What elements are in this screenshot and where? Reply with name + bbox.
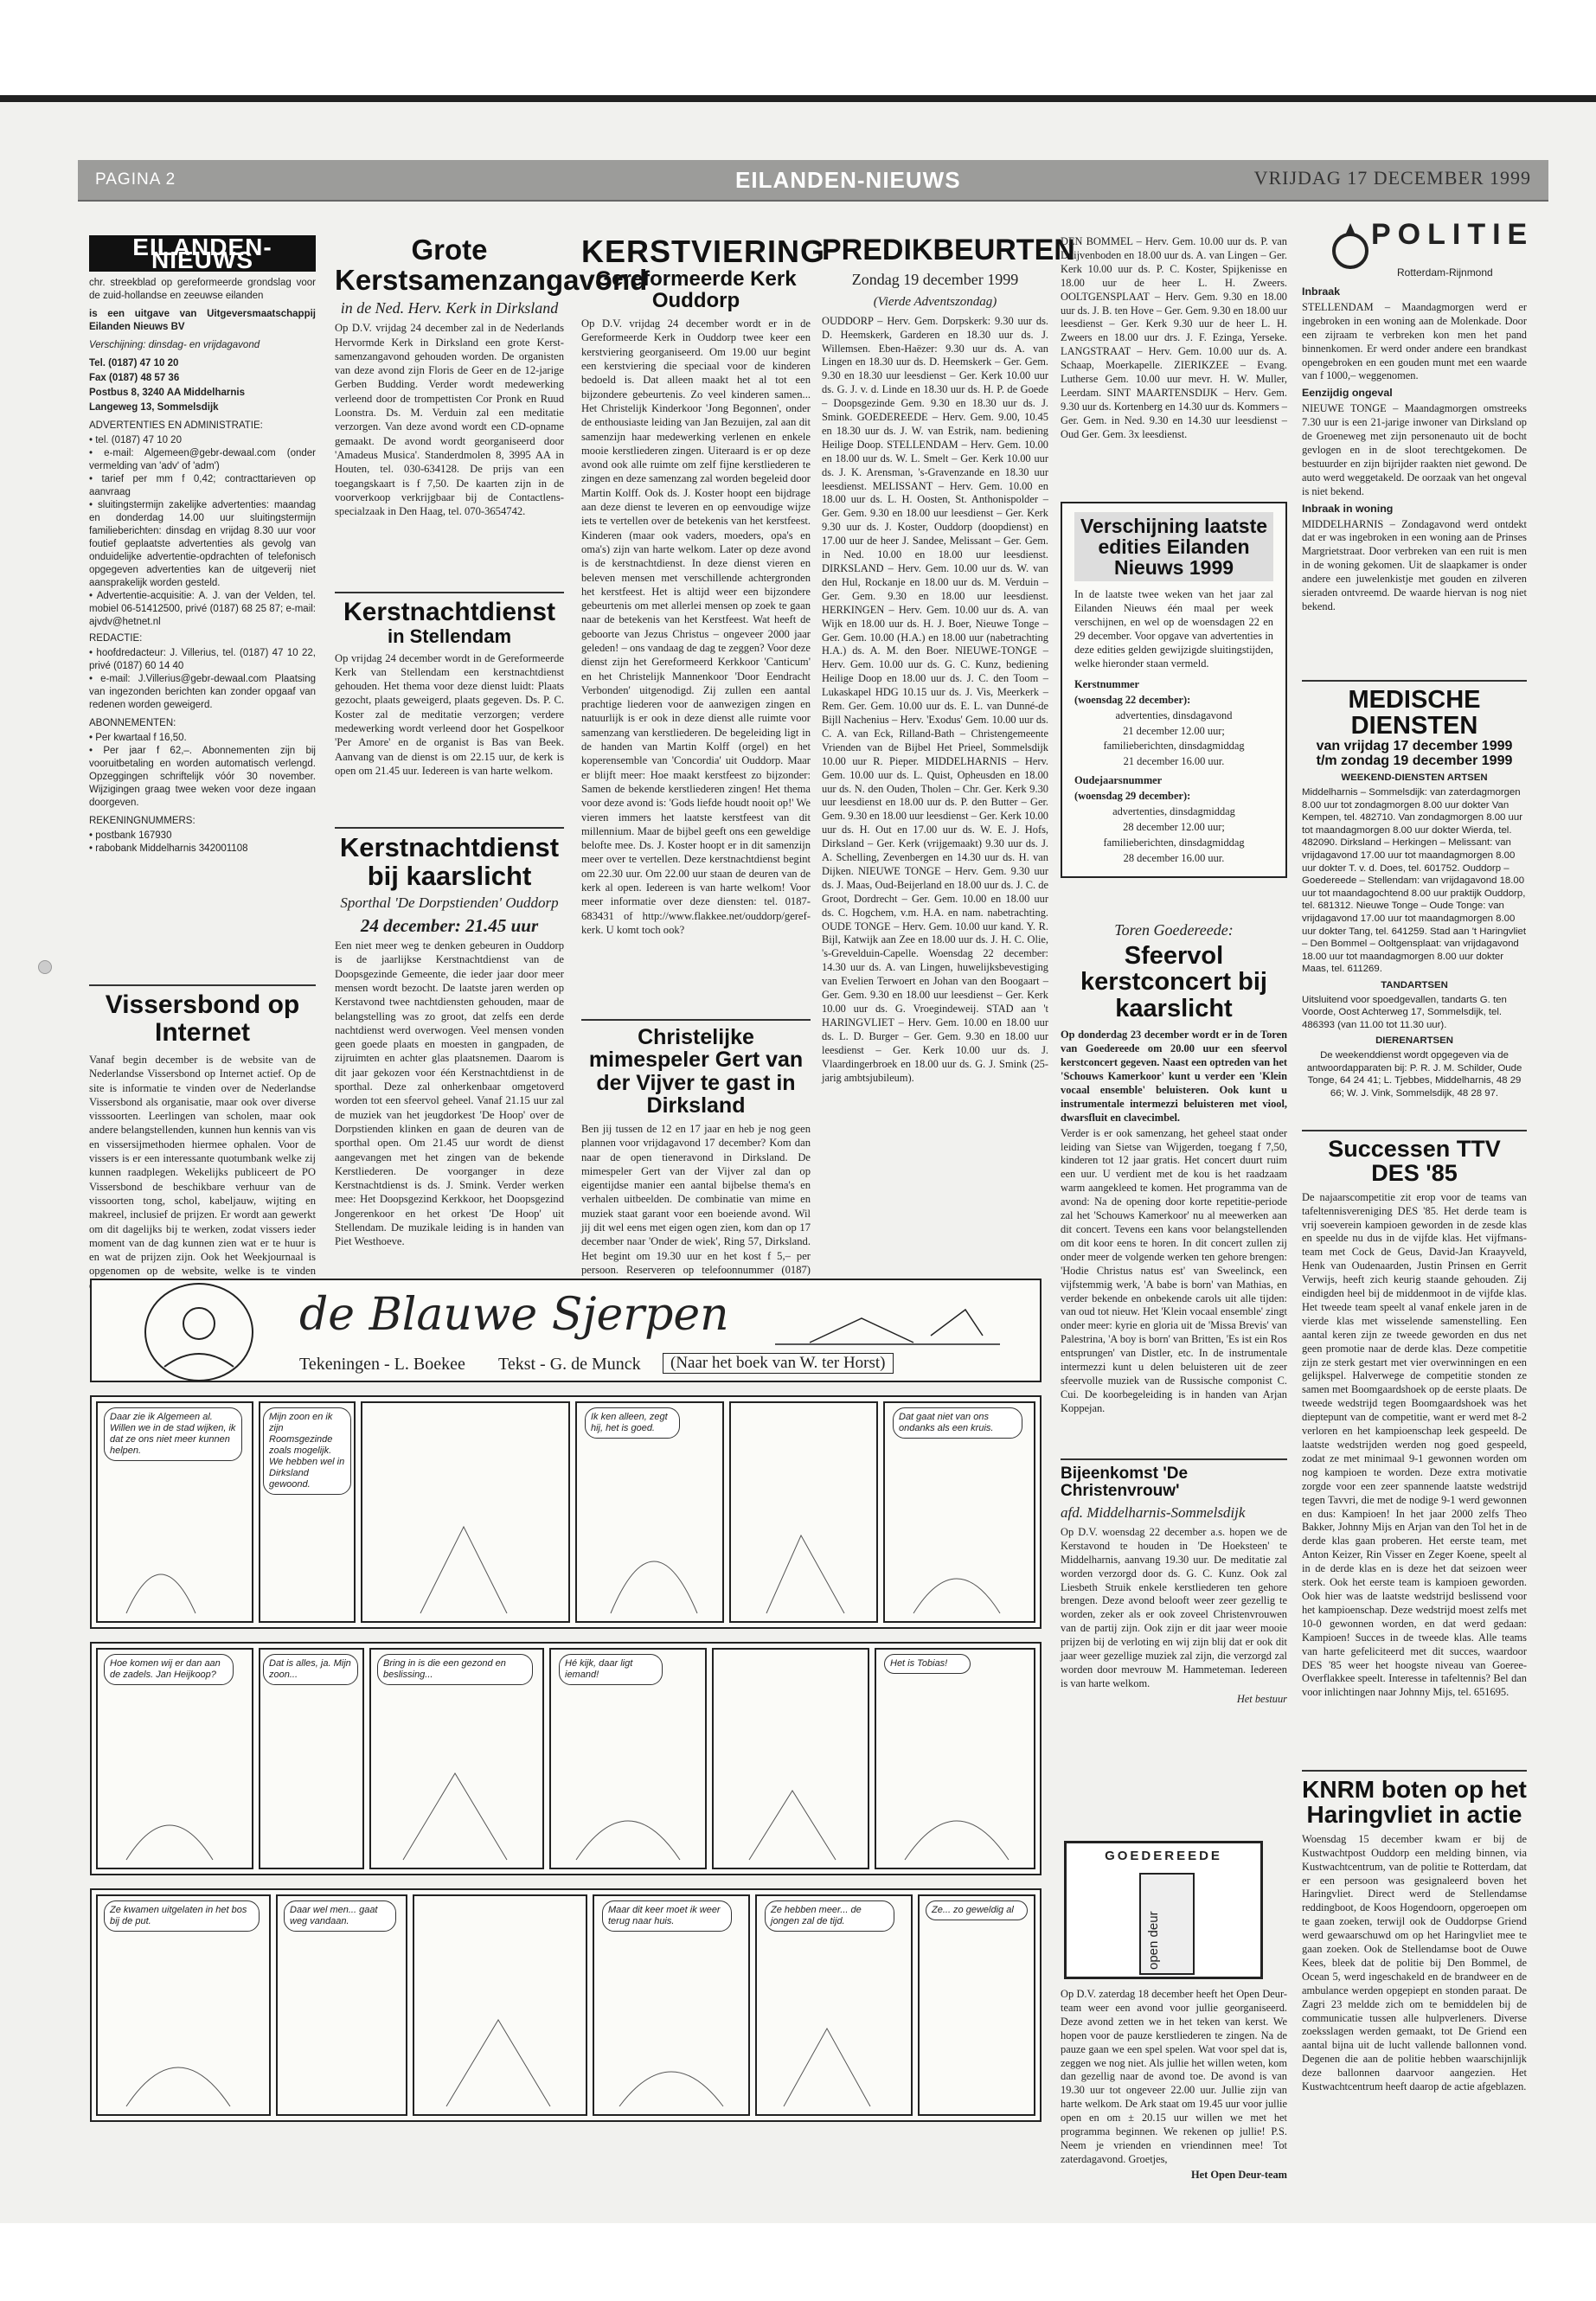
oudejaar-line: advertenties, dinsdagmiddag xyxy=(1112,805,1235,818)
article-kerstsamenzang xyxy=(335,234,648,520)
kerstnummer-line: familieberichten, dinsdagmiddag xyxy=(1103,740,1245,753)
oudejaar-line: familieberichten, dinsdagmiddag xyxy=(1103,836,1245,849)
kerstnummer-sub: (woensdag 22 december): xyxy=(1074,693,1191,706)
body: De najaarscompetitie zit erop voor de teams van tafeltennisvereniging DES '85. Het derde team is vrij soeverein kampioen geworden in de zesde klas en speelde nu dus in de vijfde klas. Het vijfmans-team met Cock de Geus, David-Jan Kraayveld, Henk van Oudenaarden, Justin Prinsen en Gerrit Verwijs, heeft zich keurig staande gehouden. Zij eindigden heel bij de middenmoot in de vijfde klas. Het tweede team speelt al vanaf enkele jaren in de vierde klas met wisselende samenstelling. Een aantal keren zijn ze tweede geworden en dus net geen promotie naar de derde klas. Deze competitie zijn ze sterk gestart met vier overwinningen en een gelijkspel. Halverwege de competitie stonden ze samen met Boomgaardshoek op de eerste plaats. De tweede wedstrijd tegen Boomgaardshoek was het dieptepunt van de competitie, want er werd met 8-2 verloren en het kampioenschap leek gespeeld. De laatste wedstrijden werden nog goed gespeeld, zodat ze met minimaal 9-1 gewonnen worden om nog kampioen te worden. Deze extra motivatie zorgde voor een zeer spannende laatste wedstrijd tegen Tavvri, die met de nodige 9-1 werd gewonnen en dus: Kampioen! In het jaar 2000 zelfs Theo Bakker, Johnny Mijs en Arjan van den Tol het in de derde klas gaan proberen. Het eerste team, met Anton Keizer, Rin Visser en Zeger Koene, speelt al in de derde klas en is deze het dat seizoen weer sterk. Ook het eerste team is kampioen geworden. Ook hier was de laatste wedstrijd beslissend voor het kampioenschap. Deze wedstrijd moest zelfs met 10-0 gewonnen worden, en dat werd gedaan: Kampioen! Succes in de tweede klas. Alle teams van harte gefeliciteerd met dit succes, waardoor DES '85 weer het hoogste niveau van Goeree-Overflakkee speelt. Interesse in tafeltennis? Bel dan voor inlichtingen naar Johnny Mijs, tel. 651695. xyxy=(1302,1190,1527,1699)
headline: Bijeenkomst 'De Christenvrouw' xyxy=(1061,1465,1189,1500)
speech-bubble: Maar dit keer moet ik weer terug naar huis. xyxy=(602,1900,732,1932)
service-sub: (Vierde Adventszondag) xyxy=(873,294,997,309)
article-mimespeler xyxy=(581,1014,811,1293)
colophon-publisher: is een uitgave van Uitgeversmaatschappij Eilanden Nieuws BV xyxy=(89,309,316,332)
article-christenvrouw xyxy=(1061,1453,1287,1708)
comic-strip-2 xyxy=(90,1642,1042,1875)
item-body: STELLENDAM – Maandagmorgen werd er ingebroken in een woning aan de Molenkade. Door een zijraam te verbreken kon men het pand binnenkomen. Er werd onder andere een brandkast opengebroken en een gouden munt met een waarde van f 1000,– weggenomen. xyxy=(1302,300,1527,382)
headline: KNRM boten op het Haringvliet in actie xyxy=(1302,1776,1527,1829)
kerstnummer-line: 21 december 12.00 uur; xyxy=(1123,724,1225,737)
ads-heading: ADVERTENTIES EN ADMINISTRATIE: xyxy=(89,420,263,431)
body: Vanaf begin december is de website van de Nederlandse Vissersbond op Internet actief. Op de site is informatie te vinden over de Nederlandse Vissersbond als organisatie, maar ook over diverse visssoorten. Leerlingen van scholen, maar ook andere belangstellenden, kunnen hun kennis van vis en vissersijmethoden hiermee ophalen. Voor de vissers is er een interessante quotumbank welke zij kunnen raadplegen. Wekelijks publiceert de PO Vissersbond de beschikbare verhuur van de vissoorten tong, schol, kabeljauw, wijting en makreel, inclusief de prijzen. Er wordt aan gewerkt om dit dagelijks bij te werken, zodat vissers ieder moment van de dag kunnen zien wat er te huur is en wat de prijzen zijn. Ook het Weekjournaal is opgenomen op de website, welke is te vinden xyxy=(89,1054,316,1278)
politie-logo xyxy=(1302,216,1535,285)
politie-wordmark: POLITIE xyxy=(1371,218,1535,251)
politie-region: Rotterdam-Rijnmond xyxy=(1397,266,1493,279)
body: Op D.V. vrijdag 24 december zal in de Nederlands Hervormde Kerk in Dirksland een grote Kerst-samenzangavond gehouden worden. De organisten van deze avond zijn Floris de Geer en de 12-jarige Gerben Budding. Verder wordt medewerking verleend door de trompettisten Cor Pronk en Ruud Loonstra. Ds. M. Verduin zal een meditatie verzorgen. Van deze avond wordt een CD-opname gemaakt. De avond wordt georganiseerd door 'Amadeus Musica'. Standerdmolen 8, 3995 AA in Houten, tel. 030-634128. De prijs van een toegangskaart is f 7,50. De kaarten zijn in de voorverkoop verkrijgbaar bij de Contactlens-specialzaak in Den Haag, tel. 070-3654742. xyxy=(335,322,564,518)
colophon-address: Langeweg 13, Sommelsdijk xyxy=(89,402,219,413)
page-number: PAGINA 2 xyxy=(95,170,176,189)
subhead: in Stellendam xyxy=(387,625,512,647)
signature: Het bestuur xyxy=(1236,1692,1287,1705)
masthead: EILANDEN-NIEUWS xyxy=(735,167,961,193)
article-kaarslicht xyxy=(335,822,564,1251)
section-heading: TANDARTSEN xyxy=(1381,979,1448,990)
body: Verder is er ook samenzang, het geheel staat onder leiding van Sietse van Wijgerden, toegang f 7,50, kinderen tot 12 jaar gratis. Het concert duurt ruim een uur. U verdient met de kou is het raadzaam warm aangekleed te komen. Het programma van de avond: Na de opening door korte repetitie-periode zal het 'Schouws Kamerkoor' nu al meewerken aan dit concert. Tevens een kans voor belangstellenden om dit koor eens te horen. In dit concert zullen zij onder meer de volgende werken ten gehore brengen: 'Hodie Christus natus est' van Sweelinck, een vijfstemmig werk, 'A babe is born' van Mathias, en verder bekende en onbekende carols uit alle tijden: van oud tot nieuw. Het 'Klein vocaal ensemble' zingt onder meer: kyrie en gloria uit de 'Missa Brevis' van Palestrina, 'A boy is born' van Britten, 'Es ist ein Ros entsprungen' van Distler, etc. In de instrumentale intermezzi kunt u delen beluisteren uit de zeer sfeervolle muziek van de Russische componist C. Cui. De koorbegeleiding is in handen van Arjan Koppejan. xyxy=(1061,1126,1287,1414)
comic-credit-source: (Naar het boek van W. ter Horst) xyxy=(663,1353,894,1374)
subhead: Gereformeerde Kerk xyxy=(595,266,797,291)
colophon-schedule: Verschijning: dinsdag- en vrijdagavond xyxy=(89,340,260,350)
ads-list xyxy=(89,434,316,629)
comic-strip-1 xyxy=(90,1395,1042,1629)
colophon xyxy=(89,235,316,856)
body: Op D.V. vrijdag 24 december wordt er in de Gereformeerde Kerk in Ouddorp twee keer een kerstviering georganiseerd. Om 19.00 uur begint een kerstviering die speciaal voor de kinderen bedoeld is. Dat alleen maakt het al tot een bijzondere gebeurtenis. Zo veel kinderen samen... Het Christelijk Kinderkoor 'Jong Begonnen', onder de enthousiaste leiding van Jan Bezuijen, zal aan dit samenzijn haar medewerking verlenen en enkele mooie kerstliederen zingen. Uiteraard is er op deze avond ook alle ruimte om zelf fijne kerstliederen te zingen en deze samenzang zal worden begeleid door Martin Kolff. Ook ds. J. Koster hoopt een bijdrage aan deze dienst te leveren en op eenvoudige wijze iets te vertellen over de betekenis van het kerstfeest. Kinderen (maar ook vaders, moeders, opa's en oma's) zijn van harte welkom. Later op deze avond is de kerstnachtdienst. In deze dienst vieren en beleven mensen met verschillende achtergronden het kerstfeest. Het is altijd weer een bijzondere gebeurtenis om met allerlei mensen op zoek te gaan naar de betekenis van het Kerstfeest. Wat heeft de geboorte van Jezus Christus – ongeveer 2000 jaar geleden! – ons vandaag de dag te zeggen? Voor deze dienst zijn het Gereformeerd Kerkkoor 'Canticum' en het Christelijk Mannenkoor 'Door Eendracht Verbonden' uitgenodigd. Zij zullen een aantal prachtige liederen voor de aanwezigen zingen en natuurlijk is er ook in deze dienst alle ruimte voor samenzang van kerstliederen. De begeleiding ligt in de handen van Martin Kolff (orgel) en het koperensemble van 'Concordia' uit Ouddorp. Maar er blijft meer: Hoe maakt kerstfeest zo bijzonder: Samen de bekende kerstliederen zingen! Het thema voor deze avond is: 'Gods liefde houdt nooit op!' We vieren immers het laatste kerstfeest van dit millennium. Maar de bijbel geeft ons een geweldige belofte mee. Ds. J. Koster hoopt er in dit samenzijn meer over te vertellen. Deze kerstnachtdienst begint om 22.30 uur. Om 22.00 uur staan de deuren van de kerk al open. Iedereen is van harte welkom! Voor meer informatie over deze diensten: tel. 0187-683431 of http://www.flakkee.net/ouddorp/geref-kerk. U komt toch ook? xyxy=(581,317,811,936)
oudejaar-line: 28 december 12.00 uur; xyxy=(1123,821,1225,834)
speech-bubble: Ze hebben meer... de jongen zal de tijd. xyxy=(765,1900,894,1932)
speech-bubble: Dat is alles, ja. Mijn zoon... xyxy=(263,1654,358,1685)
body: Een niet meer weg te denken gebeuren in Ouddorp is de jaarlijkse Kerstnachtdienst van de Doopsgezinde Gemeente, die ieder jaar door meer mensen wordt bezocht. De laatste jaren werden op Kerstavond twee nachtdiensten gehouden, maar de belangstelling was zo groot, dat zelfs een derde nachtdienst werd overwogen. Veel mensen vonden geen goede plaats en moesten in gangpaden, de zijruimten en achter glas plaatsnemen. Daarom is dit jaar gekozen voor één Kerstnachtdienst in de sporthal. Deze zal onherkenbaar omgetoverd worden tot een sfeervol geheel. Vanaf 21.15 uur zal de muziek van het jeugdorkest 'De Hoop' over de Dorpstienden klinken en gaan de deuren van de sporthal open. Om 21.45 uur wordt de dienst aangevangen met het zingen van de bekende Kerstliederen. De voorganger in deze Kerstnachtdienst is ds. J. Smink. Verder werken mee: Het Doopsgezind Kerkkoor, het Doopsgezind Jongerenkoor en het orkest 'De Hoop' uit Stellendam. De muzikale leiding is in handen van Piet Westhoeve. xyxy=(335,939,564,1248)
headline: Christelijke mimespeler Gert van der Vijver te gast in Dirksland xyxy=(588,1025,804,1118)
ads-item: • sluitingstermijn zakelijke advertenties: maandag en donderdag 14.00 uur sluitingstermijn familieberichten: dinsdag en vrijdag 8.30 uur voor foutief geplaatste advertenties als gevolg van onduidelijke advertentie-opdrachten of telefonisch opgegeven advertenties kan de uitgeverij niet aansprakelijk worden gesteld. xyxy=(89,499,316,590)
kerstnummer-line: advertenties, dinsdagavond xyxy=(1115,708,1233,721)
colophon-logo: EILANDEN-NIEUWS xyxy=(89,235,316,272)
subhead: afd. Middelharnis-Sommelsdijk xyxy=(1061,1503,1246,1521)
divider xyxy=(335,827,564,829)
colophon-tagline: chr. streekblad op gereformeerde grondslag voor de zuid-hollandse en zeeuwse eilanden xyxy=(89,278,316,301)
headline: Successen TTV DES '85 xyxy=(1328,1136,1501,1187)
headline: Vissersbond op Internet xyxy=(105,990,300,1047)
abo-item: • Per kwartaal f 16,50. xyxy=(89,732,316,745)
item-heading: Eenzijdig ongeval xyxy=(1302,387,1393,400)
ads-item: • tel. (0187) 47 10 20 xyxy=(89,434,316,447)
body: In de laatste twee weken van het jaar zal Eilanden Nieuws één maal per week verschijnen, en wel op de woensdagen 22 en 29 december. Voor opgave van advertenties in deze edities gelden gewijzigde sluitingstijden, welke hieronder staan vermeld. xyxy=(1074,588,1273,670)
abo-list xyxy=(89,732,316,810)
oudejaar-sub: (woensdag 29 december): xyxy=(1074,790,1191,803)
event-time: 24 december: 21.45 uur xyxy=(360,915,539,937)
body: OUDDORP – Herv. Gem. Dorpskerk: 9.30 uur ds. D. Heemskerk, Garderen en 18.30 uur ds. J. Willemsen. Eben-Haëzer: 9.30 uur ds. A. van Lingen en 18.30 uur ds. D. Heemskerk – Ger. Gem. 9.30 en 18.30 uur leesdienst – Ger. Kerk 10.00 uur ds. G. J. v. d. Linde en 18.30 uur ds. H. P. de Goede – Doopsgezinde Gem. 9.30 en 18.30 uur ds. J. Smink. GOEDEREEDE – Herv. Gem. 9.00, 10.45 en 18.30 uur ds. J. W. van Estrik, nam. bediening Heilige Doop. STELLENDAM – Herv. Gem. 10.00 en 18.00 uur ds. W. L. Smelt – Ger. Kerk 10.00 uur ds. J. K. Arensman, 's-Gravenzande en 18.30 uur leesdienst. MELISSANT – Herv. Gem. 10.00 en 18.00 uur ds. L. H. Oosten, St. Anthonispolder – Ger. Gem. 9.30 en 18.00 uur leesdienst – Ger. Kerk 9.30 uur ds. J. Koster, Ouddorp (doopdienst) en 17.00 uur de heer J. Sandee, Melissant – Ger. Gem. in Ned. 10.00 en 18.00 uur leesdienst. DIRKSLAND – Herv. Gem. 10.00 uur ds. W. van den Hul, Rockanje en 18.00 uur ds. M. Verduin – Ger. Gem. 9.30 en 18.00 uur leesdienst. HERKINGEN – Herv. Gem. 10.00 uur ds. A. van Wijk en 18.00 uur ds. H. J. Boer, Nieuwe Tonge – Ger. Gem. 10.00 (H.A.) en 18.00 uur (nabetrachting H.A.) ds. A. M. den Boer. NIEUWE-TONGE – Herv. Gem. 10.00 uur ds. G. C. Kunz, bediening Heilige Doop en 18.00 uur ds. J. C. den Toom – Lukaskapel HDG 10.15 uur ds. J. Vis, Meerkerk – Rem. Ger. Gem. 10.00 uur ds. E. L. van Dunné-de Bijll Nachenius – Herv. 'Exodus' Gem. 10.00 uur ds. C. A. van Eck, Rilland-Bath – Christengemeente Vrienden van de Bijbel Het Prieel, Sommelsdijk 10.00 uur R. Pieper. MIDDELHARNIS – Herv. Gem. 10.00 uur ds. L. Quist, Opheusden en 18.00 uur ds. N. den Ouden, Tholen – Chr. Ger. Kerk 9.30 uur leesdienst en 18.00 uur ds. P. den Butter – Ger. Gem. 9.30 en 18.00 uur leesdienst – Ger. Kerk 10.00 uur ds. H. Out en 17.00 uur ds. W. E. J. Hofs, Dirksland – Ger. Kerk (vrijgemaakt) 9.30 uur ds. J. A. Schelling, Zevenbergen en 14.30 uur ds. H. van Dijken. NIEUWE TONGE – Herv. Gem. 9.30 uur ds. J. Maas, Oud-Beijerland en 18.00 uur ds. J. C. de Groot, Dordrecht – Ger. Gem. 10.00 en 18.00 uur ds. C. Hogchem, v.m. H.A. en nam. nabetrachting. OUDE TONGE – Herv. Gem. 10.00 uur kand. Y. R. Bijl, Katwijk aan Zee en 18.00 uur ds. J. H. C. Olie, 's-Grevelduin-Capelle. Woensdag 22 december: 14.30 uur ds. A. van Lingen, huwelijksbevestiging van Evelien Terwoert en Johan van den Boogaart – Ger. Gem. 9.30 en 18.00 uur leesdienst – Ger. Kerk 10.00 uur ds. G. Vroegindeweij. STAD aan 't HARINGVLIET – Herv. Gem. 10.00 en 18.00 uur ds. L. D. Burger – Ger. Gem. 9.30 en 18.00 uur leesdienst – Ger. Kerk 10.00 uur ds. J. Vlaardingerbroek en 18.00 uur ds. G. J. Smink (25-jarig ambtsjubileum). xyxy=(822,314,1048,1084)
redactie-item: • e-mail: J.Villerius@gebr-dewaal.com Plaatsing van ingezonden berichten kan zonder opgaaf van redenen worden geweigerd. xyxy=(89,673,316,712)
speech-bubble: Het is Tobias! xyxy=(884,1654,971,1674)
article-knrm xyxy=(1302,1765,1527,2096)
divider xyxy=(335,592,564,593)
ads-item: • tarief per mm f 0,42; contracttarieven op aanvraag xyxy=(89,473,316,499)
headline: Grote Kerstsamenzangavond xyxy=(335,234,648,296)
speech-bubble: Ze... zo geweldig al xyxy=(926,1900,1028,1920)
headline: Verschijning laatste edities Eilanden Nieuws 1999 xyxy=(1074,512,1273,581)
kerstnummer-line: 21 december 16.00 uur. xyxy=(1123,755,1225,768)
box-verschijning xyxy=(1061,502,1287,878)
speech-bubble: Bring in is die een gezond en beslissing... xyxy=(377,1654,533,1685)
divider xyxy=(1061,1458,1287,1460)
redactie-list xyxy=(89,647,316,712)
kicker: Toren Goedereede: xyxy=(1114,921,1234,939)
headline: Kerstnachtdienst bij kaarslicht xyxy=(339,832,560,891)
colophon-postbus: Postbus 8, 3240 AA Middelharnis xyxy=(89,388,246,398)
kerstnummer-head: Kerstnummer xyxy=(1074,677,1140,690)
speech-bubble: Mijn zoon en ik zijn Roomsgezinde zoals mogelijk. We hebben wel in Dirksland gewoond. xyxy=(263,1407,351,1495)
door-icon xyxy=(1139,1873,1195,1975)
headline: MEDISCHE DIENSTEN xyxy=(1348,686,1481,740)
signature: Het Open Deur-team xyxy=(1190,2168,1287,2181)
comic-de-blauwe-sjerpen xyxy=(90,1279,1042,2161)
page-header xyxy=(78,160,1548,202)
body: Op D.V. woensdag 22 december a.s. hopen we de Kerstavond te houden in 'De Hoeksteen' te Middelharnis, aanvang 19.30 uur. De meditatie zal worden verzorgd door ds. G. C. Kunz. Ook zal Liesbeth Struik enkele kerstliederen ten gehore brengen. Deze avond belooft weer zeer gezellig te worden, zeker als er ook zoveel Christenvrouwen van de partij zijn. Ook zijn er dit jaar weer mooie prijzen bij de verloting en wij zijn blij dat er ook dit jaar weer gezellige muziek zal zijn, die verzorgd zal worden door mevrouw M. Hammeteman. Iedereen is van harte welkom. xyxy=(1061,1525,1287,1689)
binder-hole xyxy=(38,960,52,974)
headline: Sfeervol kerstconcert bij kaarslicht xyxy=(1080,942,1267,1022)
ads-item: • e-mail: Algemeen@gebr-dewaal.com (onder vermelding van 'adv' of 'adm') xyxy=(89,447,316,473)
subhead: in de Ned. Herv. Kerk in Dirksland xyxy=(340,299,559,317)
speech-bubble: Ik ken alleen, zegt hij, het is goed. xyxy=(585,1407,680,1439)
section-body: Middelharnis – Sommelsdijk: van zaterdagmorgen 8.00 uur tot zondagmorgen 8.00 uur dokter Van Kempen, tel. 482710. Van zondagmorgen 8.00 uur tot maandagmorgen 8.00 uur dokter Wierda, tel. 482090. Dirksland – Herkingen – Melissant: van vrijdagavond 17.00 uur tot maandagmorgen 8.00 uur dokter T. v. d. Does, tel. 601752. Ouddorp – Goedereede – Stellendam: van vrijdagavond 18.00 uur tot maandagochtend 8.00 uur praktijk Ouddorp, tel. 681312. Nieuwe Tonge – Oude Tonge: van vrijdagavond 17.00 uur tot maandagmorgen 8.00 uur dokter Tang, tel. 641259. Stad aan 't Haringvliet – Den Bommel – Ooltgensplaat: van vrijdagavond 18.00 uur tot maandagmorgen 8.00 uur dokter Maas, tel. 611269. xyxy=(1302,787,1527,975)
headline: KERSTVIERING xyxy=(581,234,826,269)
comic-boat-drawing-icon xyxy=(758,1284,1017,1353)
article-medische-diensten xyxy=(1302,675,1527,1101)
subhead-place: Ouddorp xyxy=(651,288,740,312)
oudejaar-line: 28 december 16.00 uur. xyxy=(1123,851,1225,864)
article-sfeervol xyxy=(1061,917,1287,1418)
article-open-deur xyxy=(1061,1988,1287,2184)
article-ttv xyxy=(1302,1125,1527,1702)
item-body: MIDDELHARNIS – Zondagavond werd ontdekt dat er was ingebroken in een woning aan de Prinses Margrietstraat. Door verbreken van een ruit is men in de woning gekomen. Uit de slaapkamer is onder andere een juwelenkistje met gouden en zilveren sieraden ontvreemd. De waarde hiervan is nog niet bekend. xyxy=(1302,517,1527,612)
comic-credit-text: Tekst - G. de Munck xyxy=(498,1355,641,1374)
comic-portrait-icon xyxy=(95,1280,303,1382)
redactie-heading: REDACTIE: xyxy=(89,633,143,644)
headline: Kerstnachtdienst xyxy=(343,598,556,626)
body: DEN BOMMEL – Herv. Gem. 10.00 uur ds. P. van Duijvenboden en 18.00 uur ds. A. van Lingen – Ger. Kerk 10.00 uur ds. P. C. Koster, Spijkenisse en 18.00 uur de heer L. H. Zweers. OOLTGENSPLAAT – Herv. Gem. 9.30 en 18.00 uur ds. J. B. ten Hove – Ger. Gem. 9.30 en 18.00 uur leesdienst – Ger. Kerk 9.30 uur de heer L. H. Zweers en 18.00 uur drs. J. F. Ezinga, Yerseke. LANGSTRAAT – Herv. Gem. 10.00 uur ds. A. Schaap, Moerkapelle. ZIERIKZEE – Evang. Lutherse Gem. 10.00 uur mevr. H. W. Muller, Leerdam. SINT MAARTENSDIJK – Herv. Gem. 9.30 uur ds. Kortenberg en 14.30 uur ds. Kommers – Ger. Gem. in Ned. 9.30 en 14.30 uur leesdienst – Oud Ger. Gem. 3x leesdienst. xyxy=(1061,235,1287,440)
headline: PREDIKBEURTEN xyxy=(822,234,1075,266)
speech-bubble: Hé kijk, daar ligt iemand! xyxy=(559,1654,663,1685)
divider xyxy=(1302,680,1527,682)
open-deur-logo xyxy=(1064,1841,1263,1979)
colophon-fax: Fax (0187) 48 57 36 xyxy=(89,373,180,383)
article-predikbeurten xyxy=(822,234,1075,1086)
rek-list xyxy=(89,830,316,856)
lead: Op donderdag 23 december wordt er in de Toren van Goedereede om 20.00 uur een sfeervol kerstconcert gegeven. Naast een optreden van het 'Schouws Kamerkoor' kunt u verder een 'Klein vocaal ensemble' beluisteren. Ook kunt u instrumentale intermezzi beluisteren met viool, dwarsfluit en clavecimbel. xyxy=(1061,1029,1287,1124)
speech-bubble: Ze kwamen uitgelaten in het bos bij de put. xyxy=(104,1900,260,1932)
divider xyxy=(581,1019,811,1021)
article-politie xyxy=(1302,216,1535,616)
abo-heading: ABONNEMENTEN: xyxy=(89,718,176,728)
service-date: Zondag 19 december 1999 xyxy=(851,270,1019,288)
abo-item: • Per jaar f 62,–. Abonnementen zijn bij vooruitbetaling en worden automatisch verlengd. Opzeggingen schriftelijk vóór 30 november. Wijzigingen graag twee weken voor deze ingaan doorgeven. xyxy=(89,745,316,810)
door-label: open deur xyxy=(1146,1911,1161,1970)
body: Ben jij tussen de 12 en 17 jaar en heb je nog geen plannen voor vrijdagavond 17 december? Kom dan naar de open tieneravond in Dirksland. De mimespeler Gert van der Vijver zal dan op eigentijdse manier een aantal bijbelse thema's en verhalen uitbeelden. De combinatie van mime en muziek staat garant voor een boeiende avond. Wil jij dit wel eens met eigen ogen zien, kom dan op 17 december naar 'Onder de wiek', Ring 57, Dirksland. Het begint om 19.30 uur en het kost f 5,– per persoon. Reserveren op telefoonnummer (0187) xyxy=(581,1123,811,1276)
speech-bubble: Daar zie ik Algemeen al. Willen we in de stad wijken, ik dat ze ons niet meer kunnen helpen. xyxy=(104,1407,242,1461)
rek-item: • postbank 167930 xyxy=(89,830,316,843)
oudejaar-head: Oudejaarsnummer xyxy=(1074,774,1163,787)
comic-strip-3 xyxy=(90,1888,1042,2122)
ads-item: • Advertentie-acquisitie: A. J. van der Velden, tel. mobiel 06-51412500, privé (0187) 68 25 87; e-mail: ajvdv@hetnet.nl xyxy=(89,590,316,629)
speech-bubble: Hoe komen wij er dan aan de zadels. Jan Heijkoop? xyxy=(104,1654,234,1685)
item-body: NIEUWE TONGE – Maandagmorgen omstreeks 7.30 uur is een 21-jarige inwoner van Dirksland op de Groeneweg met zijn personenauto uit de bocht gevlogen en in de sloot terechtgekomen. De bestuurder en zijn bijrijder raakten niet gewond. De auto werd weggetakeld. De oorzaak van het ongeval is niet bekend. xyxy=(1302,402,1527,497)
issue-date: VRIJDAG 17 DECEMBER 1999 xyxy=(1253,167,1531,189)
body: Woensdag 15 december kwam er bij de Kustwachtpost Ouddorp een melding binnen, via Kustwachtcentrum, van de politie te Rotterdam, dat er een persoon was gesignaleerd boven het Haringvliet. Direct werd de Stellendamse reddingboot, de Koos Hogendoorn, opgeroepen om te gaan zoeken, terwijl ook de Ouddorpse Griend werd gewaarschuwd om op het Haringvliet mee te gaan zoeken. Ook de Stellendamse boot de Ouwe Kees, bleek dat de politie bij Den Bommel, de Ocean 5, werd ingeschakeld en de brandweer en de ambulance werden opgepiept en stonden paraat. De Zagri 23 meldde zich om te bemiddelen bij de communicatie tussen alle hulpverleners. Diverse zoeksslagen werden gemaakt, tot De Griend een aantal bijna uit de lucht vallende ballonnen vond. Degenen die aan de politie hebben waarschijnlijk deze ballonnen daarvoor aangezien. Het Kustwachtcentrum heeft daarop de actie afgeblazen. xyxy=(1302,1832,1527,2093)
item-heading: Inbraak in woning xyxy=(1302,502,1394,515)
section-body: De weekenddienst wordt opgegeven via de antwoordapparaten bij: P. R. J. M. Schilder, Oude Tonge, 64 24 41; L. Tjebbes, Middelharnis, 48 29 66; W. J. Vink, Sommelsdijk, 48 28 97. xyxy=(1306,1049,1522,1099)
body: Op vrijdag 24 december wordt in de Gereformeerde Kerk van Stellendam een kerstnachtdienst gehouden. Het thema voor deze dienst luidt: Plaats gezocht, plaats geweigerd, plaats gegeven. Ds. P. C. Koster zal de meditatie verzorgen; verdere medewerking wordt verleend door het Gospelkoor 'Per Amore' en de organist is Bas van Beek. Aanvang van de dienst is om 22.15 uur, de kerk is open om 21.45 uur. Iedereen is van harte welkom. xyxy=(335,651,564,777)
section-body: Uitsluitend voor spoedgevallen, tandarts G. ten Voorde, Oost Achterweg 17, Sommelsdijk, tel. 486393 (van 11.00 tot 11.30 uur). xyxy=(1302,994,1507,1030)
period-end: t/m zondag 19 december 1999 xyxy=(1316,753,1513,768)
deur-location: GOEDEREEDE xyxy=(1105,1849,1222,1863)
divider xyxy=(1302,1770,1527,1772)
section-heading: WEEKEND-DIENSTEN ARTSEN xyxy=(1341,772,1488,784)
colophon-tel: Tel. (0187) 47 10 20 xyxy=(89,358,179,369)
divider xyxy=(89,984,316,986)
period-start: van vrijdag 17 december 1999 xyxy=(1316,738,1513,753)
predikbeurten-continued xyxy=(1061,235,1287,444)
rek-heading: REKENINGNUMMERS: xyxy=(89,816,195,826)
section-heading: DIERENARTSEN xyxy=(1375,1035,1453,1047)
speech-bubble: Daar wel men... gaat weg vandaan. xyxy=(284,1900,396,1932)
body: Op D.V. zaterdag 18 december heeft het Open Deur-team weer een avond voor jullie georganiseerd. Deze avond zetten we in het teken van kerst. We hopen voor de pauze kerstliederen te zingen. Na de pauze gaan we een spel spelen. Wat voor spel dat is, zeggen we nog niet. Als jullie het willen weten, kom dan gezellig naar de avond toe. De avond is van 19.30 uur tot ongeveer 22.00 uur. Jullie zijn van harte welkom. De Ark staat om 19.45 uur voor jullie open en om ± 20.15 uur willen we met het programma beginnen. We rekenen op jullie! P.S. Neem je vrienden en vriendinnen mee! Tot zaterdagavond. Groetjes, xyxy=(1061,1988,1287,2165)
speech-bubble: Dat gaat niet van ons ondanks als een kruis. xyxy=(893,1407,1022,1439)
rek-item: • rabobank Middelharnis 342001108 xyxy=(89,843,316,856)
article-vissersbond xyxy=(89,979,316,1294)
item-heading: Inbraak xyxy=(1302,285,1341,298)
comic-header xyxy=(90,1279,1042,1382)
comic-credit-drawings: Tekeningen - L. Boekee xyxy=(299,1355,465,1374)
redactie-item: • hoofdredacteur: J. Villerius, tel. (0187) 47 10 22, privé (0187) 60 14 40 xyxy=(89,647,316,673)
article-kerstviering xyxy=(581,234,826,939)
article-kerstnachtdienst xyxy=(335,586,564,779)
comic-title: de Blauwe Sjerpen xyxy=(299,1289,729,1341)
subhead: Sporthal 'De Dorpstienden' Ouddorp xyxy=(340,894,559,912)
divider xyxy=(1302,1130,1527,1131)
